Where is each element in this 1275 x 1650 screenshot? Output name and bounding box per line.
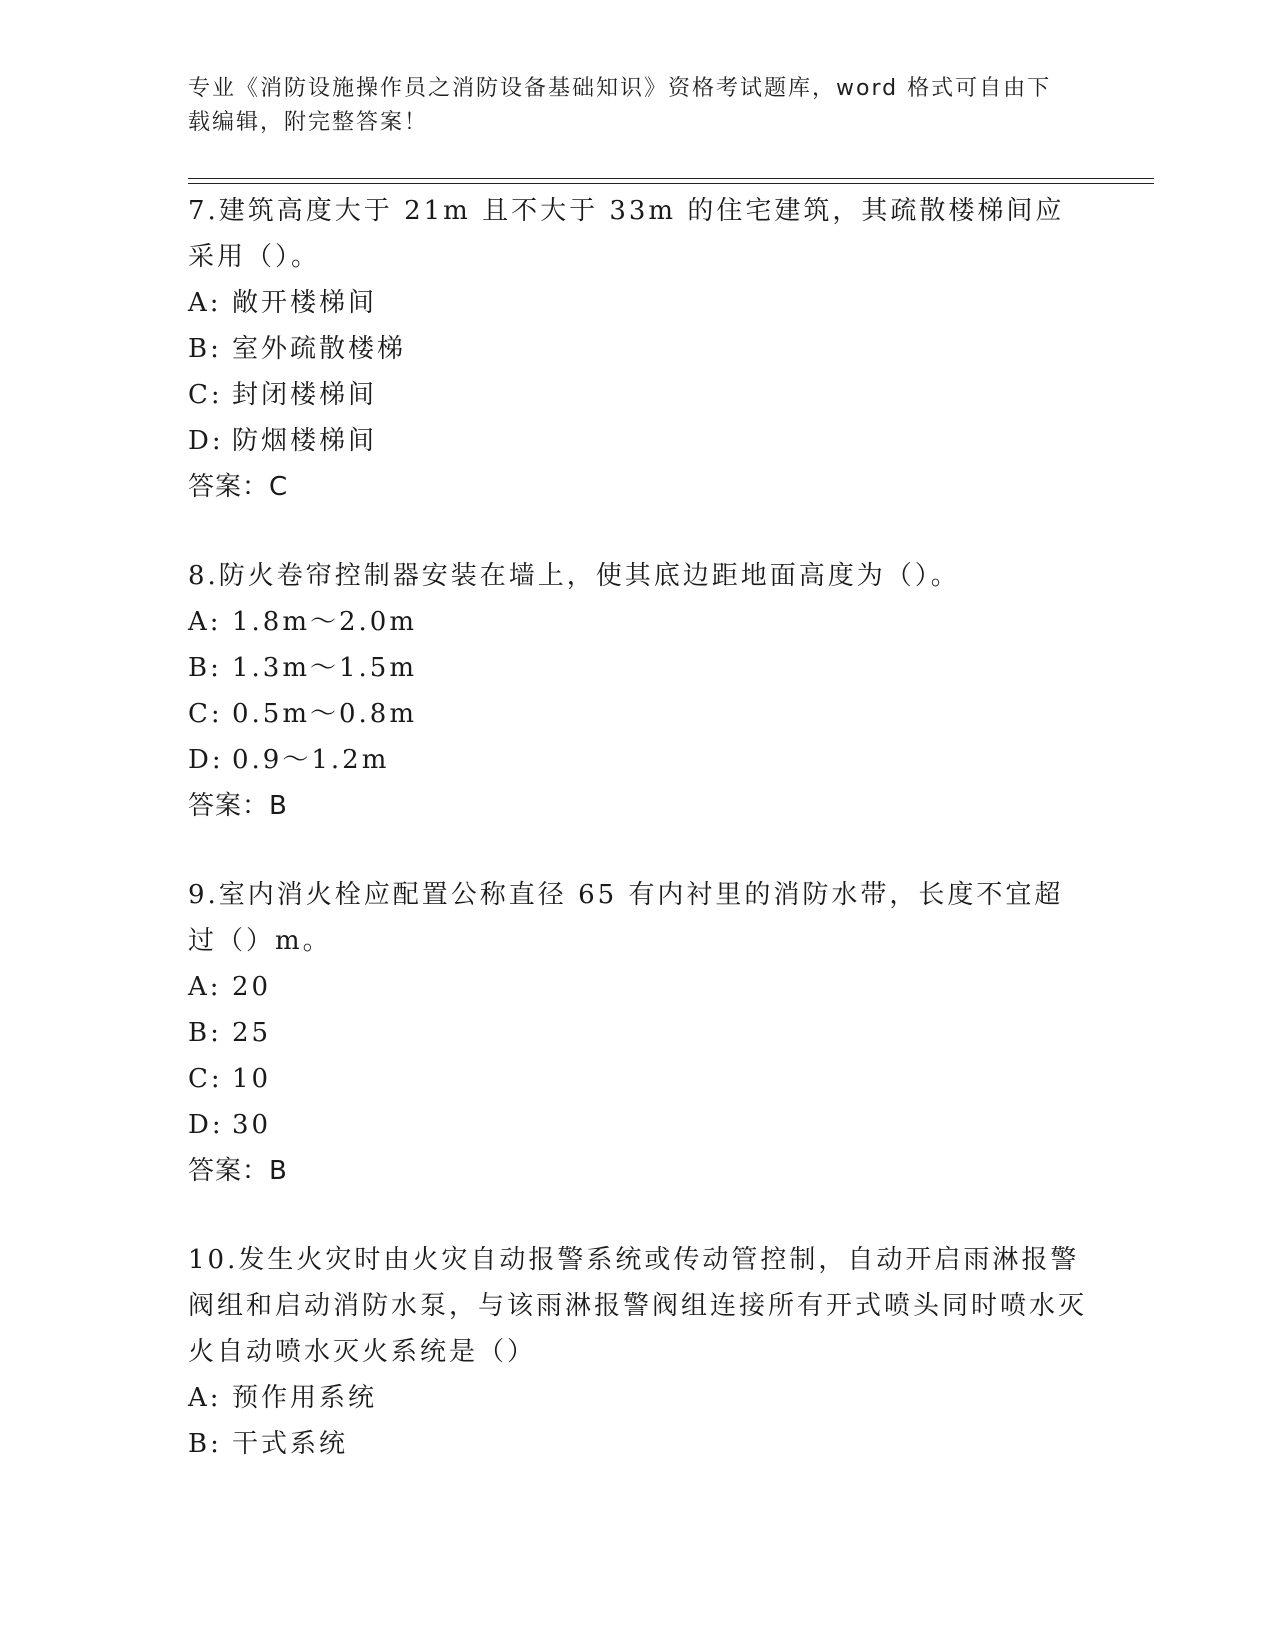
question-stem: 9.室内消火栓应配置公称直径 65 有内衬里的消防水带，长度不宜超过（）m。 <box>188 880 1064 956</box>
option-c <box>188 1056 1088 1102</box>
option-b <box>188 1010 1088 1056</box>
option-a <box>188 599 1088 645</box>
option-label: C: <box>188 1064 223 1094</box>
answer: 答案：B <box>188 1156 288 1186</box>
option-label: A: <box>188 1383 222 1413</box>
question-stem: 8.防火卷帘控制器安装在墙上，使其底边距地面高度为（）。 <box>188 561 960 591</box>
option-text: 0.9～1.2m <box>232 745 390 775</box>
header-divider-top <box>188 178 1154 179</box>
answer: 答案：C <box>188 472 289 502</box>
question-10 <box>188 1237 1088 1467</box>
option-label: C: <box>188 699 223 729</box>
option-text: 防烟楼梯间 <box>232 426 378 456</box>
option-b <box>188 645 1088 691</box>
option-label: D: <box>188 745 224 775</box>
option-text: 预作用系统 <box>232 1383 378 1413</box>
option-d <box>188 737 1088 783</box>
option-label: A: <box>188 607 222 637</box>
option-text: 0.5m～0.8m <box>232 699 418 729</box>
option-text: 敞开楼梯间 <box>232 288 378 318</box>
option-text: 干式系统 <box>232 1429 349 1459</box>
option-b <box>188 1421 1088 1467</box>
option-d <box>188 418 1088 464</box>
option-text: 1.8m～2.0m <box>232 607 418 637</box>
option-text: 25 <box>232 1018 272 1048</box>
option-label: C: <box>188 380 223 410</box>
option-label: D: <box>188 426 224 456</box>
option-c <box>188 691 1088 737</box>
option-d <box>188 1102 1088 1148</box>
option-b <box>188 326 1088 372</box>
option-text: 10 <box>232 1064 272 1094</box>
option-text: 室外疏散楼梯 <box>232 334 407 364</box>
option-label: B: <box>188 334 222 364</box>
answer: 答案：B <box>188 791 288 821</box>
option-a <box>188 1375 1088 1421</box>
question-stem: 7.建筑高度大于 21m 且不大于 33m 的住宅建筑，其疏散楼梯间应采用（）。 <box>188 196 1065 272</box>
option-label: A: <box>188 288 222 318</box>
question-8 <box>188 553 1088 829</box>
option-label: B: <box>188 1429 222 1459</box>
question-7 <box>188 188 1088 510</box>
option-label: B: <box>188 653 222 683</box>
option-text: 30 <box>232 1110 272 1140</box>
option-text: 封闭楼梯间 <box>232 380 378 410</box>
question-stem: 10.发生火灾时由火灾自动报警系统或传动管控制，自动开启雨淋报警阀组和启动消防水泵，与该雨淋报警阀组连接所有开式喷头同时喷水灭火自动喷水灭火系统是（） <box>188 1245 1088 1367</box>
header-divider-bottom <box>188 183 1154 184</box>
question-list <box>188 188 1088 1467</box>
option-label: A: <box>188 972 222 1002</box>
document-header: 专业《消防设施操作员之消防设备基础知识》资格考试题库，word 格式可自由下载编辑，附完整答案！ <box>188 76 1052 135</box>
option-label: D: <box>188 1110 224 1140</box>
question-9 <box>188 872 1088 1194</box>
option-a <box>188 964 1088 1010</box>
option-text: 1.3m～1.5m <box>232 653 418 683</box>
option-label: B: <box>188 1018 222 1048</box>
option-text: 20 <box>232 972 272 1002</box>
option-c <box>188 372 1088 418</box>
option-a <box>188 280 1088 326</box>
